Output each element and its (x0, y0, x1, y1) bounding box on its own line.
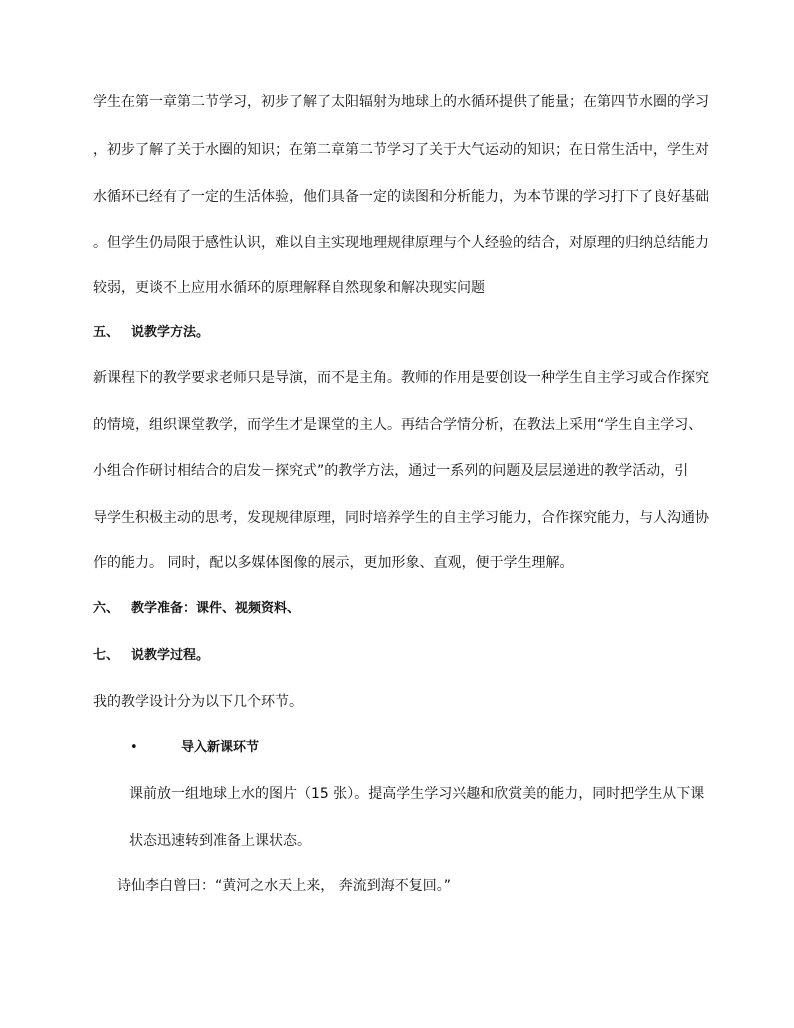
bullet-title: 导入新课环节 (181, 740, 260, 755)
section7-heading: 说教学过程。 (131, 648, 210, 663)
section5-number: 五、 (93, 325, 120, 340)
section5-line-5: 作的能力。 同时，配以多媒体图像的展示，更加形象、直观，便于学生理解。 (93, 555, 574, 571)
section7-intro: 我的教学设计分为以下几个环节。 (93, 694, 303, 710)
subpara-line-1: 课前放一组地球上水的图片（15 张）。提高学生学习兴趣和欣赏美的能力，同时把学生从下课 (129, 786, 705, 802)
bullet-dot: • (130, 740, 138, 755)
section6-heading: 教学准备：课件、视频资料、 (131, 601, 301, 616)
intro-line-4: 。但学生仍局限于感性认识，难以自主实现地理规律原理与个人经验的结合，对原理的归纳总结能力 (93, 235, 709, 251)
section6-number: 六、 (93, 601, 120, 616)
section5-line-3: 小组合作研讨相结合的启发－探究式”的教学方法，通过一系列的问题及层层递进的教学活动，引 (93, 463, 689, 479)
intro-line-5: 较弱，更谈不上应用水循环的原理解释自然现象和解决现实问题 (93, 280, 485, 296)
section5-line-4: 导学生积极主动的思考，发现规律原理，同时培养学生的自主学习能力，合作探究能力，与人沟通协 (93, 510, 709, 526)
intro-line-2: ，初步了解了关于水圈的知识；在第二章第二节学习了关于大气运动的知识；在日常生活中，学生对 (93, 142, 709, 158)
section7-number: 七、 (93, 648, 120, 663)
intro-line-3: 水循环已经有了一定的生活体验，他们具备一定的读图和分析能力，为本节课的学习打下了良好基础 (93, 189, 709, 205)
subpara-line-2: 状态迅速转到准备上课状态。 (129, 833, 311, 849)
intro-line-1: 学生在第一章第二节学习，初步了解了太阳辐射为地球上的水循环提供了能量；在第四节水圈的学习 (93, 94, 709, 110)
section5-heading: 说教学方法。 (131, 325, 210, 340)
section5-line-2: 的情境，组织课堂教学，而学生才是课堂的主人。再结合学情分析，在教法上采用“学生自主学习、 (93, 417, 703, 433)
quote-line: 诗仙李白曾曰：“黄河之水天上来， 奔流到海不复回。” (117, 878, 451, 894)
section5-line-1: 新课程下的教学要求老师只是导演，而不是主角。教师的作用是要创设一种学生自主学习或合作探究 (93, 370, 709, 386)
